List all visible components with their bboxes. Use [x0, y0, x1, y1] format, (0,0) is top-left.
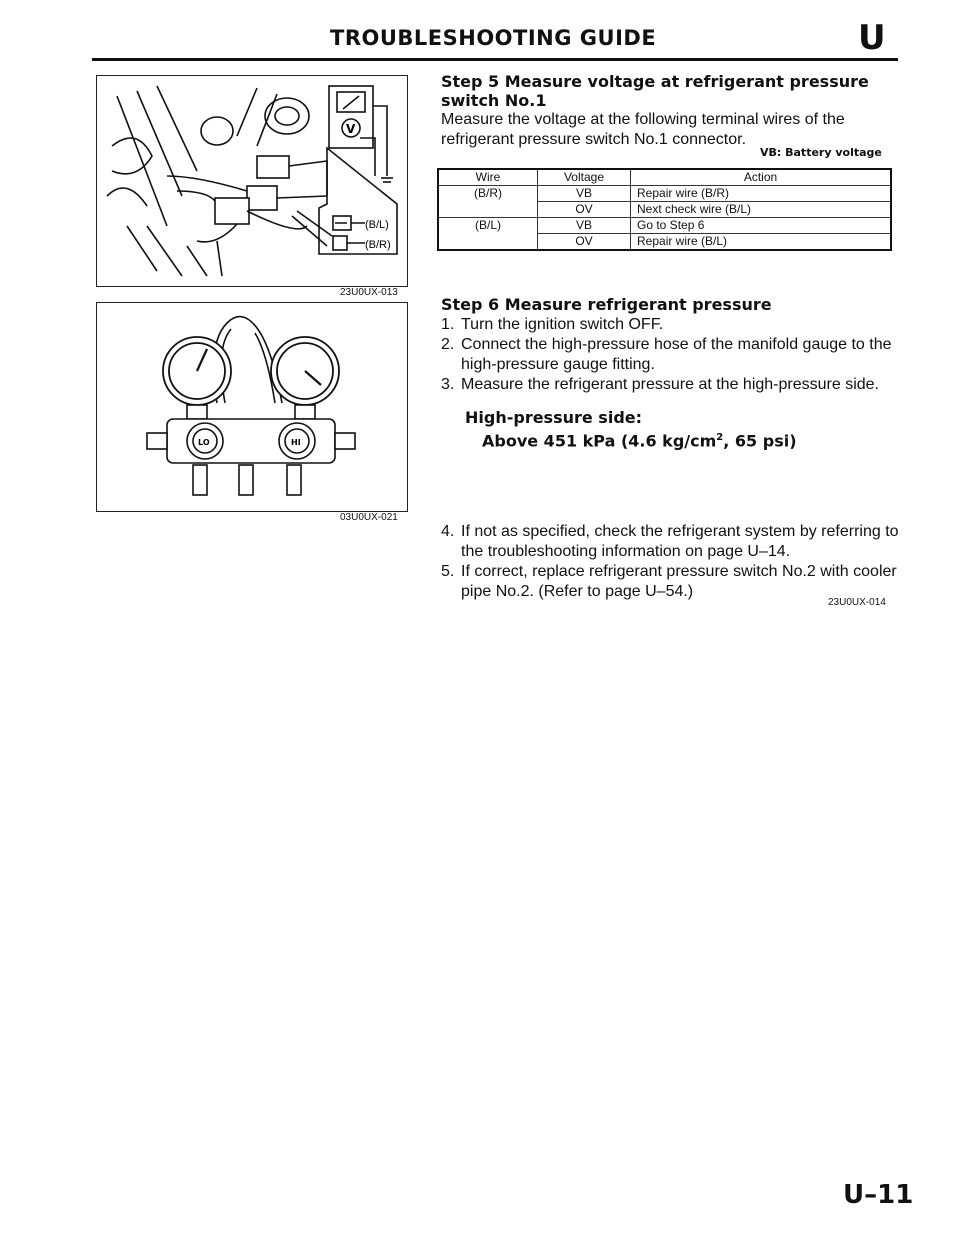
step6-procedure-list: [441, 315, 901, 395]
item-number: 4.: [441, 523, 455, 540]
list-item: [441, 562, 901, 602]
table-header-row: [438, 169, 891, 186]
vb-note: VB: Battery voltage: [760, 146, 882, 159]
step5-title: Step 5 Measure voltage at refrigerant pressure switch No.1: [441, 72, 869, 110]
item-text: If correct, replace refrigerant pressure switch No.2 with cooler pipe No.2. (Refer to page U–54.): [461, 563, 897, 600]
list-item: [441, 315, 901, 335]
wire-label-br: (B/R): [365, 239, 391, 251]
svg-text:V: V: [346, 122, 356, 136]
spec-value-part: Above 451 kPa (4.6 kg/cm: [482, 431, 717, 451]
item-number: 2.: [441, 336, 455, 353]
table-row: [438, 202, 891, 218]
list-item: [441, 522, 901, 562]
gauge-label-lo: LO: [198, 438, 210, 447]
wire-label-bl: (B/L): [365, 219, 389, 231]
figure-code: 23U0UX-013: [340, 287, 398, 298]
table-row: [438, 234, 891, 251]
wire-cell: (B/R): [438, 186, 538, 202]
figure-voltmeter-connector: [96, 75, 408, 287]
wire-cell: [438, 234, 538, 251]
column-header: Action: [631, 169, 892, 186]
spec-superscript: 2: [716, 432, 724, 443]
list-item: [441, 375, 901, 395]
spec-value-part: , 65 psi): [723, 431, 797, 451]
voltage-cell: OV: [538, 202, 631, 218]
table-row: [438, 186, 891, 202]
action-cell: Repair wire (B/R): [631, 186, 892, 202]
action-cell: Go to Step 6: [631, 218, 892, 234]
section-letter: U: [858, 18, 886, 58]
page-header-title: TROUBLESHOOTING GUIDE: [330, 26, 657, 50]
item-text: Connect the high-pressure hose of the manifold gauge to the high-pressure gauge fitting.: [461, 336, 892, 373]
step6-title: Step 6 Measure refrigerant pressure: [441, 295, 772, 314]
item-number: 3.: [441, 376, 455, 393]
action-cell: Next check wire (B/L): [631, 202, 892, 218]
voltage-table: [437, 168, 892, 251]
voltage-cell: OV: [538, 234, 631, 251]
gauge-label-hi: HI: [291, 438, 301, 447]
table-row: [438, 218, 891, 234]
step6-followup-list: [441, 522, 901, 602]
figure-code: 03U0UX-021: [340, 512, 398, 523]
spec-value: [465, 428, 797, 451]
column-header: Wire: [438, 169, 538, 186]
wire-cell: (B/L): [438, 218, 538, 234]
manifold-gauge-illustration: [97, 303, 407, 511]
action-cell: Repair wire (B/L): [631, 234, 892, 251]
item-text: Measure the refrigerant pressure at the high-pressure side.: [461, 376, 879, 393]
item-number: 1.: [441, 316, 455, 333]
page-number: U–11: [843, 1180, 914, 1210]
spec-label: High-pressure side:: [465, 408, 643, 427]
pressure-spec: [465, 408, 797, 451]
voltage-cell: VB: [538, 218, 631, 234]
column-header: Voltage: [538, 169, 631, 186]
step5-description: Measure the voltage at the following terminal wires of the refrigerant pressure switch No.1 connector.: [441, 111, 845, 148]
voltage-cell: VB: [538, 186, 631, 202]
voltmeter-connector-illustration: [97, 76, 407, 286]
figure-code: 23U0UX-014: [828, 597, 886, 608]
header-rule: [92, 58, 898, 61]
wire-cell: [438, 202, 538, 218]
item-number: 5.: [441, 563, 455, 580]
item-text: Turn the ignition switch OFF.: [461, 316, 664, 333]
figure-manifold-gauge: [96, 302, 408, 512]
item-text: If not as specified, check the refrigerant system by referring to the troubleshooting information on page U–14.: [461, 523, 899, 560]
list-item: [441, 335, 901, 375]
